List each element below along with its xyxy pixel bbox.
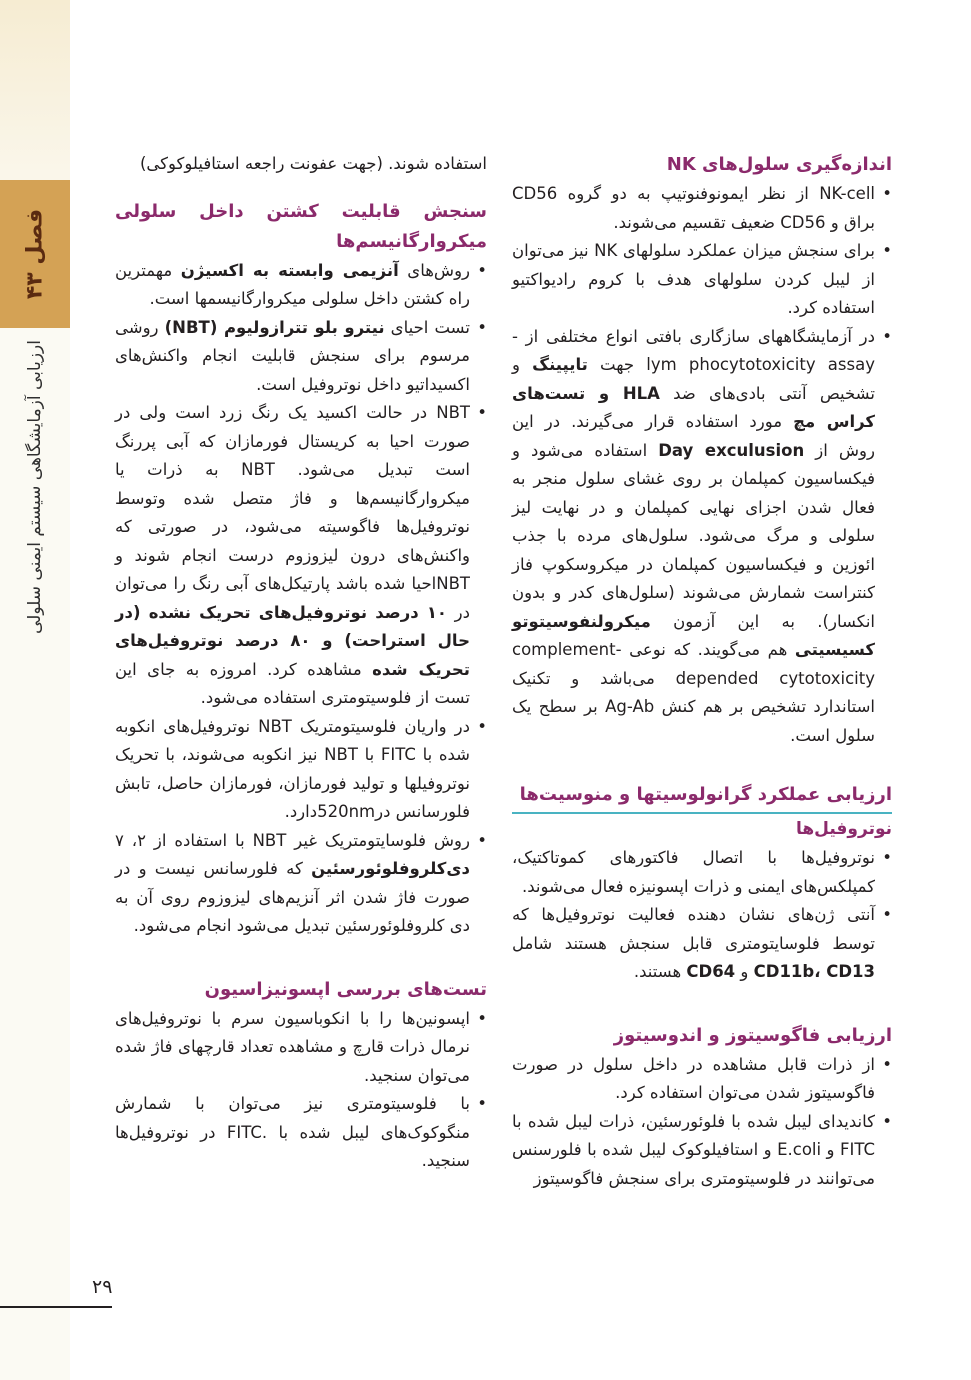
nk-list (512, 180, 892, 750)
neutrophil-subheading: نوتروفیل‌ها (796, 819, 892, 839)
bullet-text: نوتروفیل‌ها با اتصال فاکتورهای کموتاکتیک، کمپلکس‌های ایمنی و ذرات اپسونیزه فعال می‌شوند. (512, 848, 875, 896)
list-item (512, 844, 892, 901)
bullet-text: با فلوسیتومتری نیز می‌توان با شمارش منگوکوک‌های لیبل شده با .FITC در نوتروفیل‌ها سنجید. (115, 1094, 470, 1170)
bullet-text: در آزمایشگاههای سازگاری بافتی انواع مختلفی از -lym phocytotoxicity assay جهت (512, 326, 875, 374)
list-item (512, 323, 892, 751)
continuation-text: استفاده شوند. (جهت عفونت راجعه استافیلوکوکی) (139, 154, 487, 173)
bullet-text: NK-cell از نظر ایمونوفنوتیپ به دو گروه CD56 براق و CD56 ضعیف تقسیم می‌شوند. (512, 184, 875, 232)
left-column (115, 150, 487, 1176)
list-item (115, 314, 487, 400)
killing-heading: سنجش قابلیت کشتن داخل سلولی میکروارگانیسم‌ها (115, 200, 487, 252)
right-column (512, 150, 892, 1193)
bold-term: میکرولنفوسیتوتو کسیسیتی (512, 611, 875, 659)
bullet-text: اپسونین‌ها را با انکوباسیون سرم با نوتروفیل‌های نرمال ذرات قارچ و مشاهده تعداد قارچهای فاژ شده می‌توان سنجید. (115, 1008, 470, 1085)
list-item (115, 1005, 487, 1091)
bold-term: CD11b، CD13 (753, 962, 875, 981)
bold-term: Day exculusion (658, 440, 805, 460)
bold-term: نیترو بلو تترازولیوم (NBT) (164, 317, 385, 337)
killing-list (115, 257, 487, 941)
chapter-label: فصل ۴۳ (22, 208, 48, 300)
bullet-text: و (735, 962, 754, 981)
bold-term: تایپینگ (532, 355, 588, 374)
page-number: ۲۹ (92, 1276, 113, 1298)
chapter-sidebar (0, 0, 70, 1380)
list-item (115, 713, 487, 827)
bullet-text: آنتی ژن‌های نشان دهنده فعالیت نوتروفیل‌ها که توسط فلوسایتومتری قابل سنجش هستند شامل (512, 905, 875, 953)
list-item (115, 257, 487, 314)
phagocytosis-heading: ارزیابی فاگوسیتوز و اندوسیتوز (613, 1024, 892, 1046)
bullet-text: که فلورسانس نیست و در صورت فاژ شدن اثر آنزیم‌های لیزوزوم روی آن به دی کلروفلوئورسئین تبدیل می‌شود انجام می‌شود. (115, 859, 470, 935)
bullet-text: هستند. (633, 962, 687, 981)
bullet-text: مشاهده کرد. امروزه به جای این تست از فلوسیتومتری استفاده می‌شود. (115, 659, 470, 707)
list-item (115, 399, 487, 713)
bullet-text: روشی مرسوم برای سنجش قابلیت انجام واکنش‌های اکسیداتیو داخل نوتروفیل است. (115, 317, 470, 394)
chapter-subtitle: ارزیابی آزمایشگاهی سیستم ایمنی سلولی (25, 340, 45, 634)
list-item (512, 1051, 892, 1108)
bullet-text: از ذرات قابل مشاهده در داخل سلول در صورت فاگوسیتوز شدن می‌توان استفاده کرد. (512, 1054, 875, 1102)
bold-term: HLA و تست‌های کراس مچ (512, 383, 875, 431)
bullet-text: مهمترین راه کشتن داخل سلولی میکروارگانیسمها است. (115, 260, 470, 308)
bullet-text: تست احیای (384, 317, 470, 337)
list-item (512, 901, 892, 987)
opsonization-list (115, 1005, 487, 1176)
bullet-text: برای سنجش میزان عملکرد سلولهای NK نیز می‌توان از لیبل کردن سلولهای هدف با کروم رادیواکتیو استفاده کرد. (512, 241, 875, 317)
bullet-text: روش فلوسایتومتریک غیر NBT با استفاده از ۲، ۷ (115, 830, 470, 850)
bold-term: دی‌کلروفلوئورسئین (311, 859, 470, 878)
bullet-text: NBT در حالت اکسید یک رنگ زرد است ولی در صورت احیا به کریستال فورمازان که آبی پررنگ است تبدیل می‌شود. NBT به ذرات یا میکروارگانیسم‌ها و فاژ متصل شده وتوسط نوتروفیل‌ها فاگوسیته می‌شود، در صورتی که واکنش‌های درون لیزوزوم درست انجام شوند و NBTاحیا شده باشد پارتیکل‌های آبی رنگ را می‌توان در (115, 403, 470, 622)
phagocytosis-list (512, 1051, 892, 1194)
bold-term: ۱۰ درصد نوتروفیل‌های تحریک نشده (در حال استراحت) و ۸۰ درصد نوتروفیل‌های تحریک شده (115, 602, 470, 679)
granulocyte-heading: ارزیابی عملکرد گرانولوسیتها و منوسیت‌ها (512, 780, 892, 814)
bullet-text: مورد استفاده قرار می‌گیرند. در این روش از (512, 412, 875, 460)
bullet-text: کاندیدای لیبل شده با فلوئورسئین، ذرات لیبل شده با FITC و E.coli و استافیلوکوک لیبل شده با فلورسنس می‌توانند در فلوسیتومتری برای سنجش فاگوسیتوز (512, 1111, 875, 1188)
neutrophil-list (512, 844, 892, 987)
bullet-text: هم می‌گویند. که نوعی complement-depended cytotoxicity می‌باشد و تکنیک استاندارد تشخیص بر هم کنش Ag-Ab بر سطح یک سلول است. (512, 640, 875, 745)
list-item (512, 1108, 892, 1194)
footer-rule (0, 1306, 112, 1308)
opsonization-heading: تست‌های بررسی اپسونیزاسیون (204, 978, 487, 1000)
bold-term: CD64 (686, 962, 736, 981)
list-item (512, 180, 892, 237)
list-item (115, 827, 487, 941)
nk-heading: اندازه‌گیری سلول‌های NK (666, 154, 892, 175)
list-item (512, 237, 892, 323)
bold-term: آنزیمی وابسته به اکسیژن (180, 260, 399, 280)
bullet-text: در واریان فلوسیتومتریک NBT نوتروفیل‌های انکوبه شده با FITC با NBT نیز انکوبه می‌شوند، با تحریک نوتروفیلها و تولید فورمازان، فورمازان حاصل، تابش فلورسانس در520nmدارد. (115, 716, 471, 821)
bullet-text: و تشخیص آنتی بادی‌های ضد (512, 355, 875, 403)
list-item (115, 1090, 487, 1176)
bullet-text: استفاده می‌شود و فیکساسیون کمپلمان بر روی غشای سلول منجر به فعال شدن اجزای نهایی کمپلمان و در نهایت لیز سلولی و مرگ می‌شود. سلول‌های مرده با جذب ائوزین و فیکساسیون کمپلمان در میکروسکوپ فاز کنتراست شمارش می‌شوند (سلول‌های کدر و بدون انکسار). به این آزمون (512, 440, 875, 631)
bullet-text: روش‌های (398, 260, 471, 280)
